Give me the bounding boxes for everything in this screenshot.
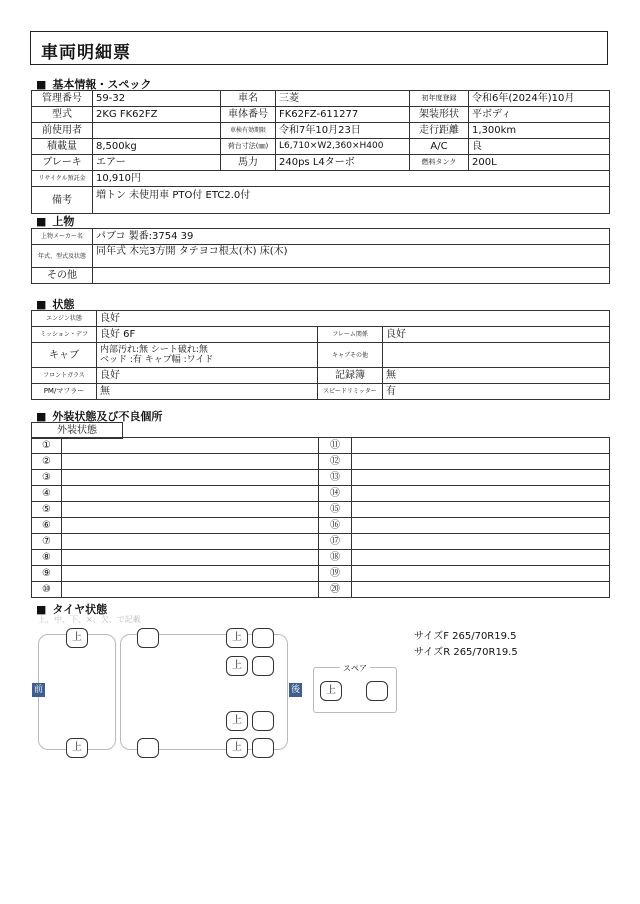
tire-front-left[interactable]: 上 xyxy=(66,628,88,648)
exterior-value-left xyxy=(62,566,319,582)
front-axle-area xyxy=(38,634,116,750)
tire-hint: 上、中、下、×、欠、で記載 xyxy=(38,615,141,624)
exterior-no-left: ⑨ xyxy=(32,566,62,582)
shamei-value: 三菱 xyxy=(276,91,410,107)
nenshiki-label: 年式、型式及状態 xyxy=(32,245,93,268)
exterior-no-left: ③ xyxy=(32,470,62,486)
spare-label: スペア xyxy=(340,663,370,674)
sonota-value xyxy=(93,268,610,284)
tire-rear1-left-outer[interactable]: 上 xyxy=(226,628,248,648)
maker-label: 上物メーカー名 xyxy=(32,229,93,245)
section-body-title: ■ 上物 xyxy=(36,213,74,229)
recycle-value: 10,910円 xyxy=(93,171,610,187)
rear-tag: 後 xyxy=(290,685,300,695)
exterior-value-left xyxy=(62,518,319,534)
exterior-value-left xyxy=(62,582,319,598)
nidai-label: 荷台寸法(㎜) xyxy=(221,139,276,155)
exterior-value-right xyxy=(352,502,610,518)
exterior-row xyxy=(32,470,610,486)
brake-label: ブレーキ xyxy=(32,155,93,171)
glass-label: フロントガラス xyxy=(32,368,97,384)
tire-spare-2[interactable] xyxy=(366,681,388,701)
tire-rear2-left-outer[interactable]: 上 xyxy=(226,656,248,676)
exterior-no-left: ⑦ xyxy=(32,534,62,550)
sekisai-value: 8,500kg xyxy=(93,139,221,155)
exterior-no-right: ⑰ xyxy=(319,534,352,550)
tire-mid-left[interactable] xyxy=(137,628,159,648)
exterior-row xyxy=(32,534,610,550)
exterior-no-right: ⑲ xyxy=(319,566,352,582)
exterior-value-left xyxy=(62,470,319,486)
exterior-value-left xyxy=(62,454,319,470)
frame-label: フレーム関係 xyxy=(318,327,383,343)
exterior-no-right: ⑮ xyxy=(319,502,352,518)
condition-table xyxy=(31,310,610,400)
exterior-no-right: ⑳ xyxy=(319,582,352,598)
tire-rear2-left-inner[interactable] xyxy=(252,656,274,676)
tire-size-front: サイズF 265/70R19.5 xyxy=(414,631,517,642)
zenshiyo-value xyxy=(93,123,221,139)
nidai-value: L6,710×W2,360×H400 xyxy=(276,139,410,155)
exterior-no-right: ⑭ xyxy=(319,486,352,502)
frame-value: 良好 xyxy=(383,327,610,343)
section-tire-title: ■ タイヤ状態 xyxy=(36,601,107,617)
section-exterior-title: ■ 外装状態及び不良個所 xyxy=(36,408,162,424)
engine-value: 良好 xyxy=(97,311,610,327)
cab-other-label: キャブその他 xyxy=(318,343,383,368)
exterior-value-right xyxy=(352,438,610,454)
exterior-row xyxy=(32,566,610,582)
section-basic-title: ■ 基本情報・スペック xyxy=(36,76,151,92)
exterior-value-right xyxy=(352,470,610,486)
tire-rear2-right-outer[interactable]: 上 xyxy=(226,738,248,758)
exterior-row xyxy=(32,582,610,598)
kiroku-label: 記録簿 xyxy=(318,368,383,384)
exterior-value-right xyxy=(352,550,610,566)
title-box xyxy=(30,31,608,65)
shamei-label: 車名 xyxy=(221,91,276,107)
speed-label: スピードリミッター xyxy=(318,384,383,400)
brake-value: エアー xyxy=(93,155,221,171)
exterior-value-left xyxy=(62,486,319,502)
exterior-value-left xyxy=(62,438,319,454)
exterior-no-right: ⑯ xyxy=(319,518,352,534)
recycle-label: リサイクル預託金 xyxy=(32,171,93,187)
exterior-no-right: ⑪ xyxy=(319,438,352,454)
exterior-row xyxy=(32,502,610,518)
soko-label: 走行距離 xyxy=(410,123,469,139)
tire-spare-1[interactable]: 上 xyxy=(320,681,342,701)
exterior-value-right xyxy=(352,534,610,550)
rear-axle-area xyxy=(120,634,288,750)
shonendo-value: 令和6年(2024年)10月 xyxy=(469,91,610,107)
speed-value: 有 xyxy=(383,384,610,400)
bariki-value: 240ps L4ターボ xyxy=(276,155,410,171)
kaso-value: 平ボディ xyxy=(469,107,610,123)
exterior-no-right: ⑱ xyxy=(319,550,352,566)
exterior-value-left xyxy=(62,502,319,518)
ac-value: 良 xyxy=(469,139,610,155)
tire-rear2-right-inner[interactable] xyxy=(252,738,274,758)
cab-other-value xyxy=(383,343,610,368)
exterior-no-right: ⑬ xyxy=(319,470,352,486)
cab-line-1: 内部汚れ:無 シート破れ:無 xyxy=(100,345,208,355)
tank-label: 燃料タンク xyxy=(410,155,469,171)
pm-label: PM/マフラー xyxy=(32,384,97,400)
tire-mid-right[interactable] xyxy=(137,738,159,758)
exterior-value-left xyxy=(62,534,319,550)
bariki-label: 馬力 xyxy=(221,155,276,171)
tire-size-rear: サイズR 265/70R19.5 xyxy=(414,647,518,658)
cab-line-2: ベッド :有 キャブ幅 :ワイド xyxy=(100,355,214,365)
kaso-label: 架装形状 xyxy=(410,107,469,123)
shaken-label: 車検有効期限 xyxy=(221,123,276,139)
body-table xyxy=(31,228,610,284)
soko-value: 1,300km xyxy=(469,123,610,139)
exterior-value-right xyxy=(352,486,610,502)
tire-front-right[interactable]: 上 xyxy=(66,738,88,758)
exterior-row xyxy=(32,550,610,566)
nenshiki-value: 同年式 木完3方開 タテヨコ根太(木) 床(木) xyxy=(93,245,610,268)
exterior-no-left: ⑥ xyxy=(32,518,62,534)
exterior-no-left: ⑧ xyxy=(32,550,62,566)
exterior-no-left: ④ xyxy=(32,486,62,502)
engine-label: エンジン状態 xyxy=(32,311,97,327)
exterior-row xyxy=(32,486,610,502)
sekisai-label: 積載量 xyxy=(32,139,93,155)
front-tag: 前 xyxy=(33,685,43,695)
maker-value: パブコ 製番:3754 39 xyxy=(93,229,610,245)
exterior-value-right xyxy=(352,582,610,598)
page-title: 車両明細票 xyxy=(41,43,131,63)
biko-value: 増トン 未使用車 PTO付 ETC2.0付 xyxy=(93,187,610,214)
sonota-label: その他 xyxy=(32,268,93,284)
exterior-header: 外装状態 xyxy=(32,423,123,439)
exterior-value-right xyxy=(352,566,610,582)
shatai-label: 車体番号 xyxy=(221,107,276,123)
exterior-no-left: ⑩ xyxy=(32,582,62,598)
exterior-no-left: ① xyxy=(32,438,62,454)
zenshiyo-label: 前使用者 xyxy=(32,123,93,139)
shaken-value: 令和7年10月23日 xyxy=(276,123,410,139)
exterior-no-left: ⑤ xyxy=(32,502,62,518)
exterior-table xyxy=(31,437,610,598)
basic-table xyxy=(31,90,610,214)
katashiki-value: 2KG FK62FZ xyxy=(93,107,221,123)
exterior-value-right xyxy=(352,518,610,534)
exterior-value-right xyxy=(352,454,610,470)
shatai-value: FK62FZ-611277 xyxy=(276,107,410,123)
exterior-row xyxy=(32,454,610,470)
kanri-label: 管理番号 xyxy=(32,91,93,107)
ac-label: A/C xyxy=(410,139,469,155)
exterior-no-left: ② xyxy=(32,454,62,470)
katashiki-label: 型式 xyxy=(32,107,93,123)
pm-value: 無 xyxy=(97,384,318,400)
mission-label: ミッション・デフ xyxy=(32,327,97,343)
kanri-value: 59-32 xyxy=(93,91,221,107)
tire-rear1-right-outer[interactable]: 上 xyxy=(226,711,248,731)
tire-rear1-left-inner[interactable] xyxy=(252,628,274,648)
tank-value: 200L xyxy=(469,155,610,171)
tire-rear1-right-inner[interactable] xyxy=(252,711,274,731)
biko-label: 備考 xyxy=(32,187,93,214)
mission-value: 良好 6F xyxy=(97,327,318,343)
cab-label: キャブ xyxy=(32,343,97,368)
glass-value: 良好 xyxy=(97,368,318,384)
exterior-row xyxy=(32,438,610,454)
section-condition-title: ■ 状態 xyxy=(36,296,74,312)
kiroku-value: 無 xyxy=(383,368,610,384)
exterior-row xyxy=(32,518,610,534)
shonendo-label: 初年度登録 xyxy=(410,91,469,107)
exterior-value-left xyxy=(62,550,319,566)
exterior-no-right: ⑫ xyxy=(319,454,352,470)
